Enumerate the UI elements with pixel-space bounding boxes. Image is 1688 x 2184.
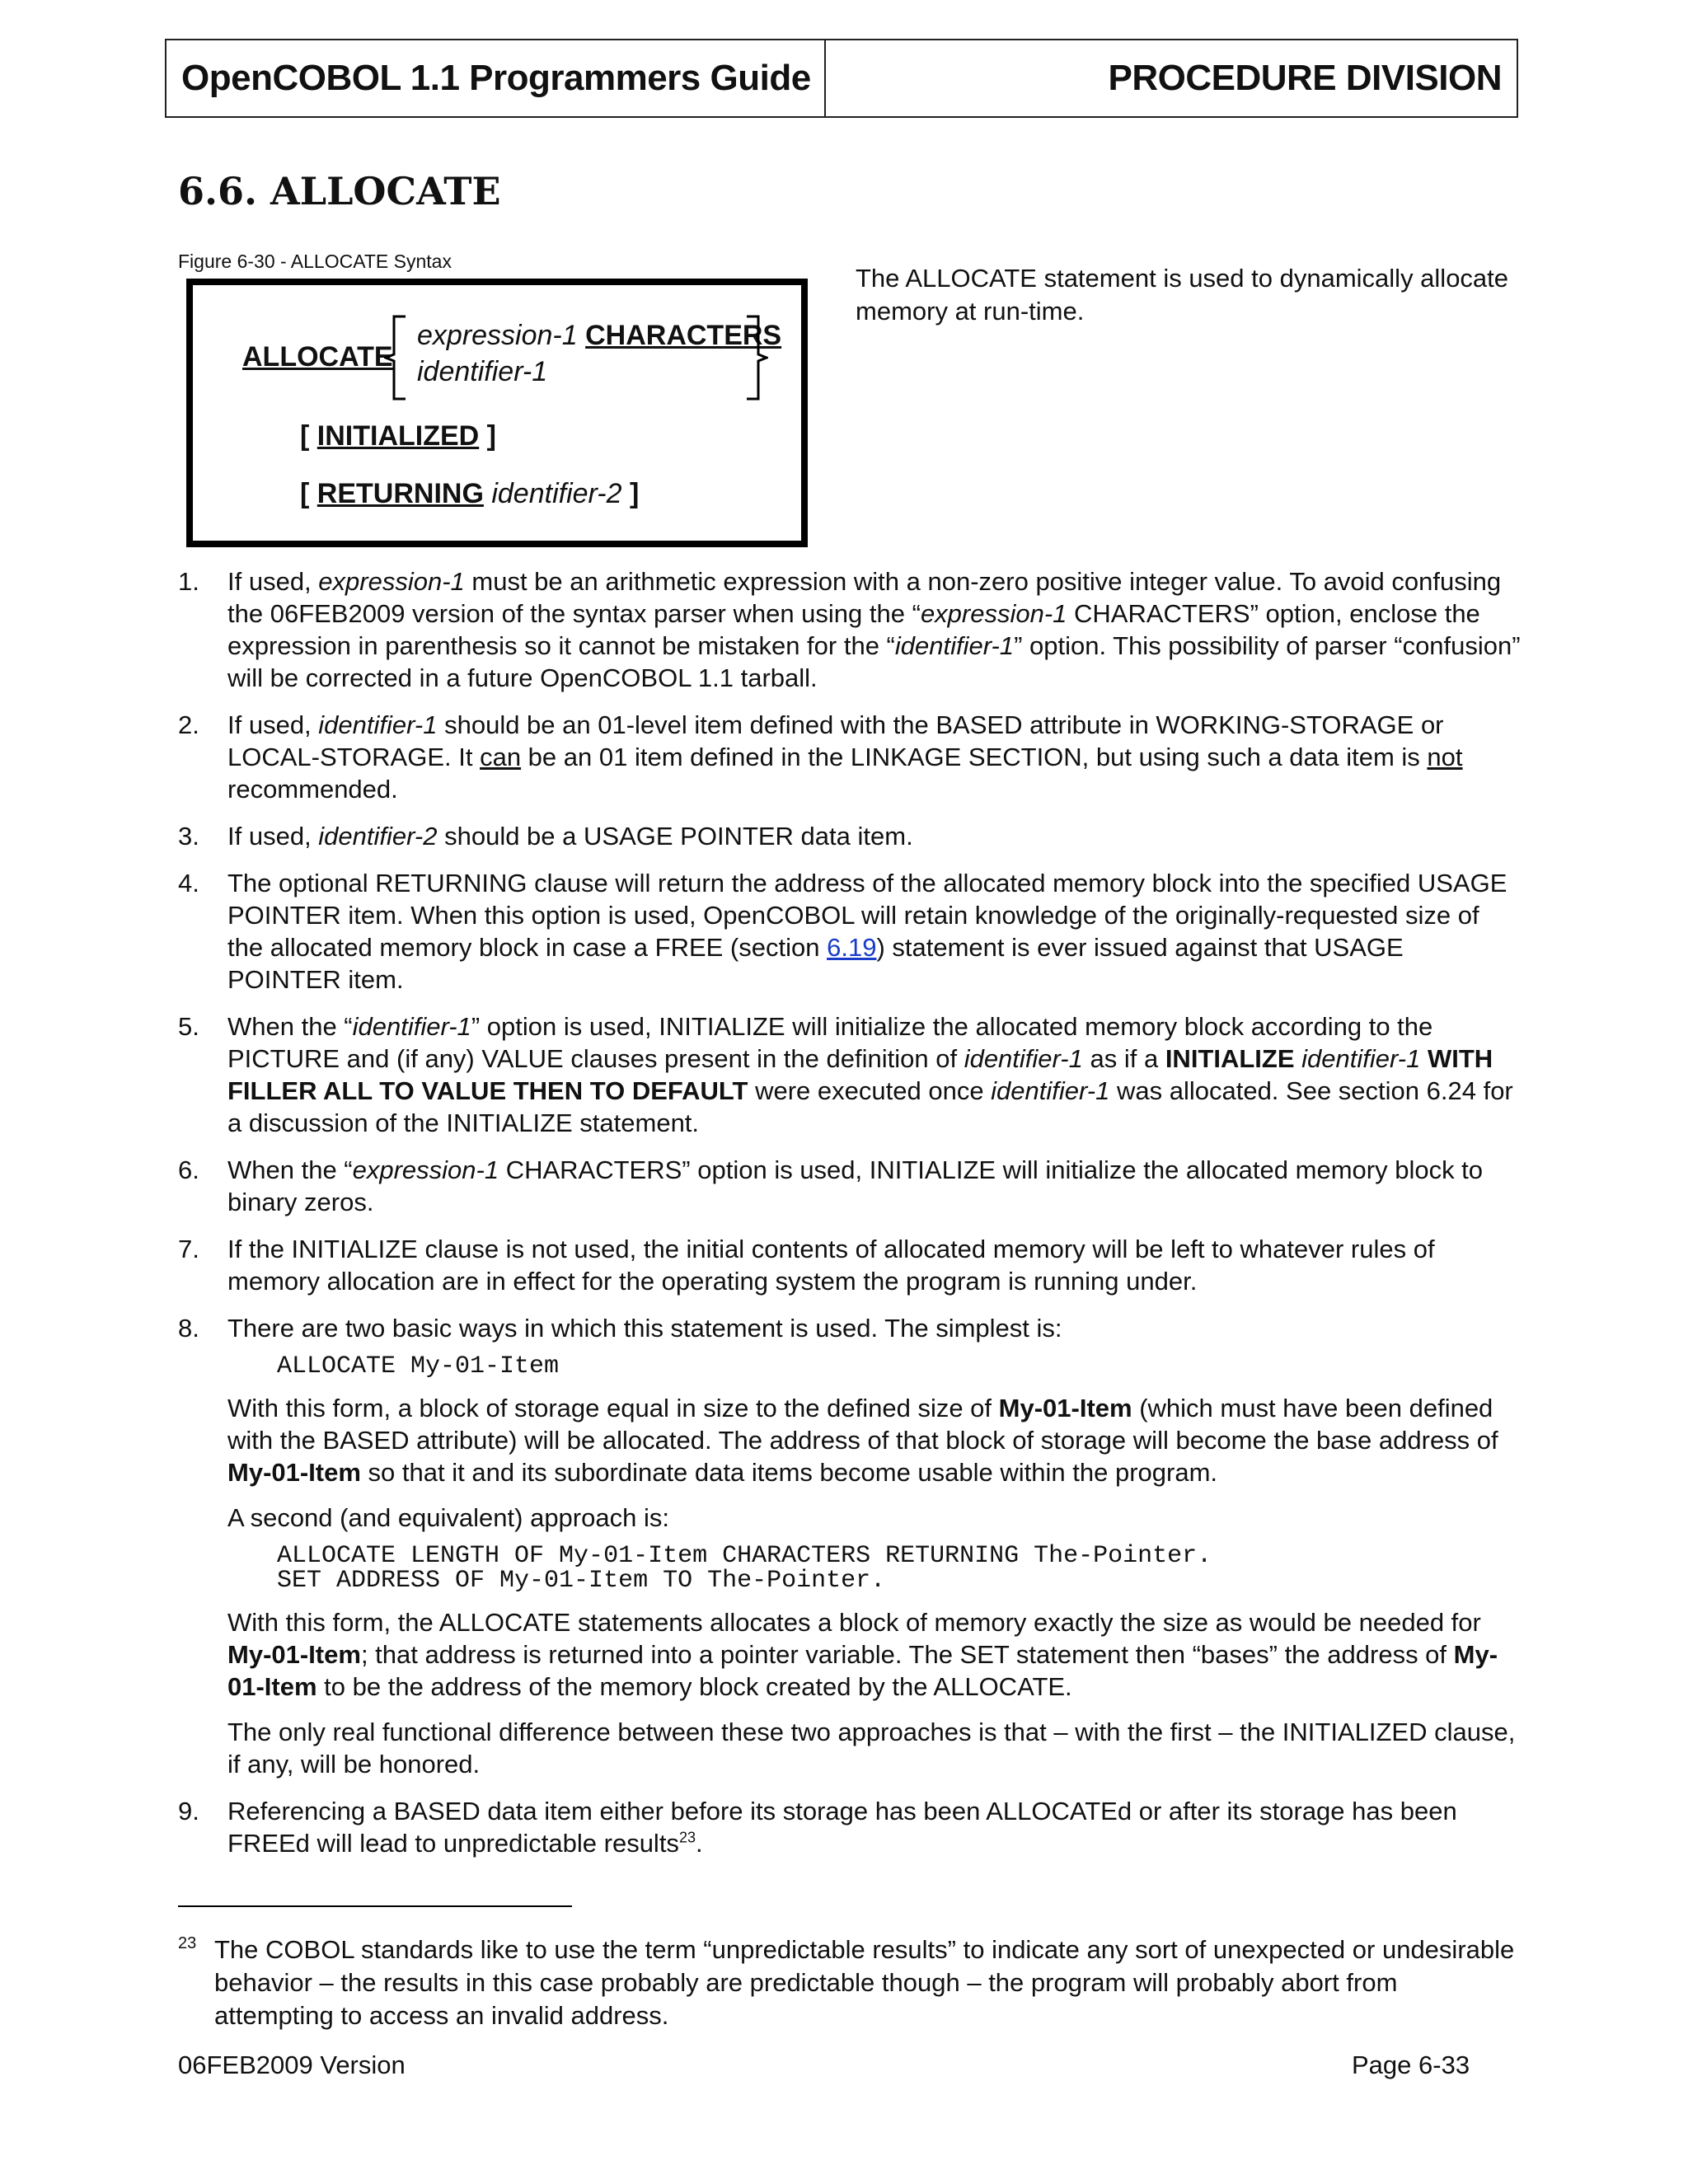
list-item-number: 4. [178,869,199,898]
footnote-number: 23 [178,1934,197,1952]
text: should be a USAGE POINTER data item. [437,822,913,851]
rules-list [178,565,1522,1874]
list-item-paragraph [227,1606,1522,1703]
text: . [695,1829,703,1858]
text: recommended. [227,775,398,804]
text: must be an arithmetic expression with a non-zero positive integer value. To avoid confusing the 06FEB2009 version of the syntax parser when using the “ [227,567,1502,628]
text: expression-1 [352,1155,499,1184]
text: When the “ [227,1155,353,1184]
list-item-number: 7. [178,1235,199,1263]
syntax-initialized-clause [300,420,496,452]
text: With this form, a block of storage equal in size to the defined size of [227,1394,999,1422]
list-item-number: 8. [178,1314,199,1343]
text: My-01-Item [227,1640,1498,1701]
header-section-name: PROCEDURE DIVISION [1108,58,1502,98]
text: My-01-Item [227,1640,361,1669]
syntax-allocate-keyword: ALLOCATE [242,341,393,373]
text: identifier-1 [318,710,438,739]
list-item-number: 9. [178,1797,199,1825]
text: not [1427,743,1463,771]
list-item-paragraph: The only real functional difference between these two approaches is that – with the first – the INITIALIZED clause, if any, will be honored. [227,1718,1516,1779]
list-item [178,1233,1522,1297]
text: When the “ [227,1012,353,1041]
text: ” option. This possibility of parser “confusion” will be corrected in a future OpenCOBOL 1.1 tarball. [227,631,1521,692]
list-item-text: There are two basic ways in which this statement is used. The simplest is: [227,1314,1062,1343]
list-item [178,867,1522,996]
syntax-identifier-1: identifier-1 [417,356,548,387]
footer-page-number: Page 6-33 [1352,2050,1470,2079]
code-example-2: ALLOCATE LENGTH OF My-01-Item CHARACTERS RETURNING The-Pointer. SET ADDRESS OF My-01-Item TO The-Pointer. [277,1542,1212,1595]
list-item-text [227,1795,1522,1859]
figure-caption: Figure 6-30 - ALLOCATE Syntax [178,251,452,272]
text: expression-1 [920,599,1067,628]
list-item-number: 1. [178,567,199,596]
text: CHARACTERS” option, enclose the expression in parenthesis so it cannot be mistaken for the “ [227,599,1480,660]
text: identifier-1 [964,1044,1083,1073]
text: ) statement is ever issued against that USAGE POINTER item. [227,933,1404,994]
page-header [165,39,1518,118]
syntax-characters-keyword: CHARACTERS [585,320,782,351]
text: WITH FILLER ALL TO VALUE THEN TO DEFAULT [227,1044,1493,1105]
text: My-01-Item [227,1458,361,1487]
list-item-paragraph [227,1392,1522,1488]
code-example-1: ALLOCATE My-01-Item [277,1352,560,1380]
syntax-expression-1: expression-1 [417,320,578,351]
text: If used, [227,710,319,739]
bracket-open: [ [300,478,310,509]
text: ; that address is returned into a pointer variable. The SET statement then “bases” the address of [360,1640,1454,1669]
syntax-identifier-2: identifier-2 [491,478,622,509]
text: was allocated. See section 6.24 for a discussion of the INITIALIZE statement. [227,1076,1513,1137]
text: so that it and its subordinate data items become usable within the program. [360,1458,1218,1487]
list-item-text [227,1154,1522,1218]
list-item [178,1795,1522,1859]
list-item [178,820,1522,852]
list-item-text [227,1010,1522,1139]
text: INITIALIZE [1165,1044,1295,1073]
footer-version: 06FEB2009 Version [178,2050,406,2079]
text: identifier-1 [894,631,1015,660]
list-item [178,1010,1522,1139]
list-item [178,565,1522,694]
list-item-text [227,565,1522,694]
text: should be an 01-level item defined with the BASED attribute in WORKING-STORAGE or LOCAL-STORAGE. It [227,710,1444,771]
text: If used, [227,822,319,851]
bracket-close: ] [629,478,640,509]
text: If used, [227,567,319,596]
text: My-01-Item [998,1394,1132,1422]
text: (which must have been defined with the BASED attribute) will be allocated. The address of that block of storage will become the base address of [227,1394,1498,1455]
list-item-number: 5. [178,1012,199,1041]
list-item-text [227,709,1522,805]
text: The optional RETURNING clause will return the address of the allocated memory block into the specified USAGE POINTER item. When this option is used, OpenCOBOL will retain knowledge of the originally-requested size of the allocated memory block in case a FREE (section [227,869,1507,962]
left-brace-icon [384,315,412,401]
text: identifier-1 [991,1076,1110,1105]
section-title: 6.6. ALLOCATE [178,169,501,213]
footnote-reference[interactable]: 23 [678,1829,696,1846]
list-item-number: 3. [178,822,199,851]
text: Referencing a BASED data item either before its storage has been ALLOCATEd or after its storage has been FREEd will lead to unpredictable results [227,1797,1457,1858]
list-item-number: 2. [178,710,199,739]
intro-paragraph: The ALLOCATE statement is used to dynamically allocate memory at run-time. [856,264,1509,326]
syntax-diagram [186,279,808,547]
syntax-alternative-2 [417,356,547,388]
list-item-text [227,820,1522,852]
text: ” option is used, INITIALIZE will initialize the allocated memory block according to the PICTURE and (if any) VALUE clauses present in the definition of [227,1012,1433,1073]
text: can [480,743,522,771]
list-item-text: If the INITIALIZE clause is not used, the initial contents of allocated memory will be left to whatever rules of memory allocation are in effect for the operating system the program is running under. [227,1235,1435,1296]
list-item [178,1312,1522,1780]
footnote-text: The COBOL standards like to use the term “unpredictable results” to indicate any sort of unexpected or undesirable behavior – the results in this case probably are predictable though – the program will probably abort from attempting to access an invalid address. [214,1935,1515,2030]
list-item-paragraph: A second (and equivalent) approach is: [227,1503,669,1532]
syntax-returning-keyword: RETURNING [316,478,484,509]
syntax-initialized-keyword: INITIALIZED [316,420,480,452]
text: identifier-1 [1301,1044,1421,1073]
header-guide-title: OpenCOBOL 1.1 Programmers Guide [166,40,826,116]
bracket-open: [ [300,420,310,452]
text: be an 01 item defined in the LINKAGE SECTION, but using such a data item is [521,743,1428,771]
text: identifier-1 [352,1012,471,1041]
footnote-divider [178,1905,572,1907]
footnote [178,1933,1523,2032]
list-item [178,1154,1522,1218]
list-item-number: 6. [178,1155,199,1184]
text: identifier-2 [318,822,438,851]
text: as if a [1082,1044,1165,1073]
bracket-close: ] [486,420,496,452]
list-item [178,709,1522,805]
syntax-alternative-1 [417,320,781,352]
text: CHARACTERS” option is used, INITIALIZE will initialize the allocated memory block to binary zeros. [227,1155,1484,1216]
right-brace-icon [740,315,768,401]
text: to be the address of the memory block created by the ALLOCATE. [316,1672,1072,1701]
text: were executed once [748,1076,992,1105]
section-6-19-link[interactable]: 6.19 [827,933,877,962]
text: With this form, the ALLOCATE statements allocates a block of memory exactly the size as would be needed for [227,1608,1481,1637]
list-item-text [227,867,1522,996]
syntax-returning-clause [300,478,639,510]
text: expression-1 [318,567,465,596]
